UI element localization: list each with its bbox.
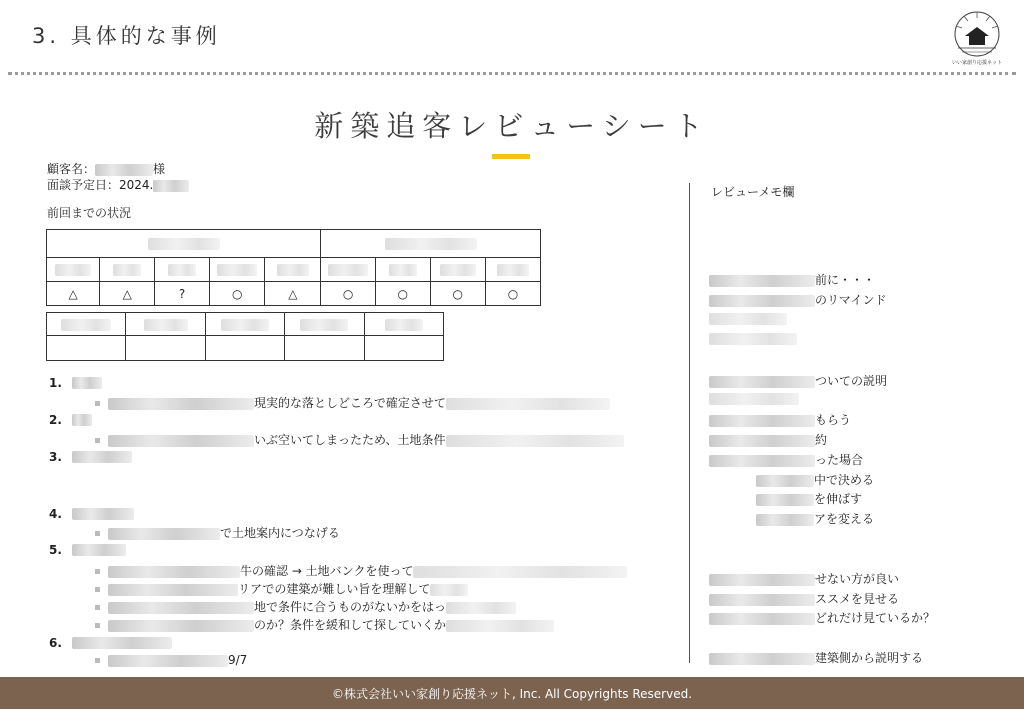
list-subitem-text: で土地案内につなげる — [220, 526, 340, 540]
list-subitem-text: いぶ空いてしまったため、土地条件 — [254, 433, 446, 447]
title-accent-bar — [492, 154, 530, 159]
redacted-text — [430, 584, 468, 596]
status2-cell — [126, 336, 205, 361]
memo-line: 前に・・・ — [709, 271, 875, 288]
redacted-customer-name — [95, 164, 153, 176]
memo-line: ついての説明 — [709, 372, 887, 389]
redacted-text — [72, 414, 92, 426]
list-number: 4. — [49, 507, 62, 521]
status-mark: ○ — [375, 282, 430, 306]
redacted-text — [72, 637, 172, 649]
status-mark: ? — [155, 282, 210, 306]
status-column-header — [47, 258, 100, 282]
status2-cell — [205, 336, 284, 361]
bullet — [95, 438, 100, 443]
status-column-header — [155, 258, 210, 282]
list-subitem — [95, 616, 554, 633]
list-number: 1. — [49, 376, 62, 390]
status-column-header — [321, 258, 375, 282]
status-column-header — [100, 258, 155, 282]
redacted-text — [108, 620, 254, 632]
status2-header — [285, 313, 364, 336]
bullet — [95, 623, 100, 628]
status-column-header — [375, 258, 430, 282]
bullet — [95, 658, 100, 663]
memo-line: 約 — [709, 431, 827, 448]
bullet — [95, 531, 100, 536]
list-subitem — [95, 653, 247, 667]
redacted-text — [72, 544, 126, 556]
list-subitem-text: のか？条件を緩和して探していくか — [254, 618, 447, 632]
memo-line: を伸ばす — [756, 490, 862, 507]
memo-line: った場合 — [709, 451, 863, 468]
status-mark: ○ — [321, 282, 375, 306]
redacted-text — [108, 584, 238, 596]
bullet — [95, 401, 100, 406]
interview-date-row — [47, 176, 189, 193]
customer-name-suffix: 様 — [153, 162, 166, 176]
header-divider — [8, 72, 1016, 75]
redacted-text — [446, 398, 610, 410]
redacted-text — [72, 508, 134, 520]
redacted-text — [446, 620, 554, 632]
status2-header — [47, 313, 126, 336]
list-number: 6. — [49, 636, 62, 650]
status-mark: △ — [100, 282, 155, 306]
document-title: 新築追客レビューシート — [314, 109, 710, 143]
interview-date-label: 面談予定日：2024. — [47, 178, 154, 192]
list-subitem-text: リアでの建築が難しい旨を理解して — [238, 582, 431, 596]
list-subitem — [95, 431, 624, 448]
status2-cell — [47, 336, 126, 361]
redacted-text — [108, 398, 254, 410]
redacted-text — [108, 528, 220, 540]
status2-cell — [285, 336, 364, 361]
redacted-text — [108, 566, 240, 578]
list-subitem-text: 現実的な落としどころで確定させて — [254, 396, 446, 410]
list-subitem — [95, 580, 468, 597]
redacted-text — [446, 602, 516, 614]
status2-cell — [364, 336, 443, 361]
status-table — [46, 229, 541, 306]
memo-line — [709, 391, 799, 405]
customer-name-row — [47, 160, 165, 177]
status2-header — [364, 313, 443, 336]
customer-name-label: 顧客名： — [47, 162, 96, 176]
column-divider — [689, 183, 690, 663]
list-subitem — [95, 394, 610, 411]
status-mark: ○ — [430, 282, 485, 306]
memo-line — [709, 331, 797, 345]
list-number: 5. — [49, 543, 62, 557]
memo-line: 建築側から説明する — [709, 649, 923, 666]
redacted-text — [108, 655, 228, 667]
redacted-text — [108, 602, 254, 614]
logo-text: いい家創り応援ネット — [951, 60, 1002, 66]
list-subitem-text: 9/7 — [228, 653, 248, 667]
redacted-text — [72, 451, 132, 463]
status-group-header — [321, 230, 541, 258]
redacted-text — [446, 435, 624, 447]
list-subitem — [95, 524, 340, 541]
redacted-text — [413, 566, 627, 578]
list-number: 3. — [49, 450, 62, 464]
memo-heading: レビューメモ欄 — [711, 185, 795, 199]
status-heading: 前回までの状況 — [47, 206, 132, 220]
memo-line: のリマインド — [709, 291, 887, 308]
status-column-header — [210, 258, 265, 282]
status-group-header — [47, 230, 321, 258]
redacted-text — [72, 377, 102, 389]
memo-line: ススメを見せる — [709, 590, 899, 607]
memo-line: せない方が良い — [709, 570, 899, 587]
memo-line: どれだけ見ているか？ — [709, 609, 935, 626]
status-column-header — [265, 258, 321, 282]
memo-line: もらう — [709, 411, 851, 428]
bullet — [95, 569, 100, 574]
status-column-header — [485, 258, 540, 282]
list-subitem — [95, 562, 627, 579]
status-mark: ○ — [210, 282, 265, 306]
redacted-interview-date — [153, 180, 189, 192]
memo-line — [709, 311, 787, 325]
list-subitem-text: 地で条件に合うものがないかをはっ — [254, 600, 447, 614]
status-mark: △ — [47, 282, 100, 306]
status-column-header — [430, 258, 485, 282]
section-title: 3. 具体的な事例 — [32, 24, 221, 48]
status-mark: △ — [265, 282, 321, 306]
redacted-text — [108, 435, 254, 447]
memo-line: アを変える — [756, 510, 874, 527]
memo-line: 中で決める — [756, 471, 874, 488]
list-number: 2. — [49, 413, 62, 427]
bullet — [95, 605, 100, 610]
footer-copyright: ©株式会社いい家創り応援ネット, Inc. All Copyrights Reserved. — [0, 677, 1024, 709]
list-subitem-text: 牛の確認 → 土地バンクを使って — [240, 564, 414, 578]
status2-header — [126, 313, 205, 336]
status-table-2 — [46, 312, 444, 361]
status-mark: ○ — [485, 282, 540, 306]
status2-header — [205, 313, 284, 336]
bullet — [95, 587, 100, 592]
list-subitem — [95, 598, 516, 615]
